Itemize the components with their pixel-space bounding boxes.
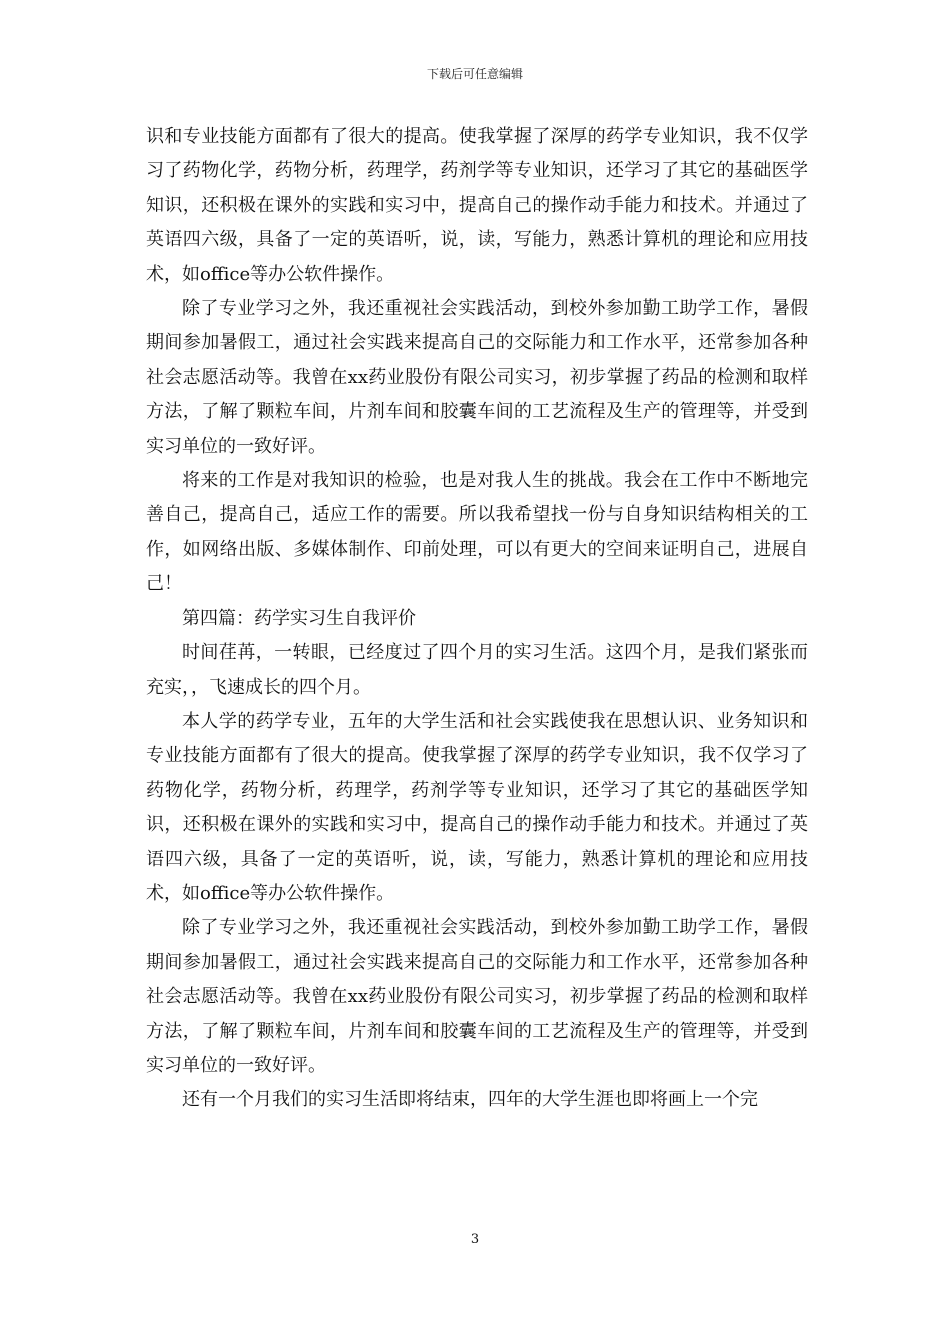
paragraph-continued: 识和专业技能方面都有了很大的提高。使我掌握了深厚的药学专业知识，我不仅学习了药物化学，药物分析，药理学，药剂学等专业知识，还学习了其它的基础医学知识，还积极在课外的实践和实习中，提高自己的操作动手能力和技术。并通过了英语四六级，具备了一定的英语听，说，读，写能力，熟悉计算机的理论和应用技术，如office等办公软件操作。 bbox=[146, 126, 808, 285]
section-heading: 第四篇：药学实习生自我评价 bbox=[182, 607, 416, 629]
page-number: 3 bbox=[470, 1232, 480, 1247]
paragraph: 将来的工作是对我知识的检验，也是对我人生的挑战。我会在工作中不断地完善自己，提高自己，适应工作的需要。所以我希望找一份与自身知识结构相关的工作，如网络出版、多媒体制作、印前处理，可以有更大的空间来证明自己，进展自己！ bbox=[146, 470, 808, 595]
page-header: 下载后可任意编辑 bbox=[426, 67, 523, 81]
paragraph: 时间荏苒，一转眼，已经度过了四个月的实习生活。这四个月，是我们紧张而充实，，飞速成长的四个月。 bbox=[146, 642, 808, 698]
paragraph: 本人学的药学专业，五年的大学生活和社会实践使我在思想认识、业务知识和专业技能方面都有了很大的提高。使我掌握了深厚的药学专业知识，我不仅学习了药物化学，药物分析，药理学，药剂学等专业知识，还学习了其它的基础医学知识，还积极在课外的实践和实习中，提高自己的操作动手能力和技术。并通过了英语四六级，具备了一定的英语听，说，读，写能力，熟悉计算机的理论和应用技术，如office等办公软件操作。 bbox=[146, 710, 808, 904]
paragraph: 除了专业学习之外，我还重视社会实践活动，到校外参加勤工助学工作，暑假期间参加暑假工，通过社会实践来提高自己的交际能力和工作水平，还常参加各种社会志愿活动等。我曾在xx药业股份有限公司实习，初步掌握了药品的检测和取样方法，了解了颗粒车间，片剂车间和胶囊车间的工艺流程及生产的管理等，并受到实习单位的一致好评。 bbox=[146, 298, 808, 457]
document-body bbox=[146, 120, 808, 1118]
paragraph: 除了专业学习之外，我还重视社会实践活动，到校外参加勤工助学工作，暑假期间参加暑假工，通过社会实践来提高自己的交际能力和工作水平，还常参加各种社会志愿活动等。我曾在xx药业股份有限公司实习，初步掌握了药品的检测和取样方法，了解了颗粒车间，片剂车间和胶囊车间的工艺流程及生产的管理等，并受到实习单位的一致好评。 bbox=[146, 917, 808, 1076]
paragraph: 还有一个月我们的实习生活即将结束，四年的大学生涯也即将画上一个完 bbox=[182, 1089, 758, 1111]
